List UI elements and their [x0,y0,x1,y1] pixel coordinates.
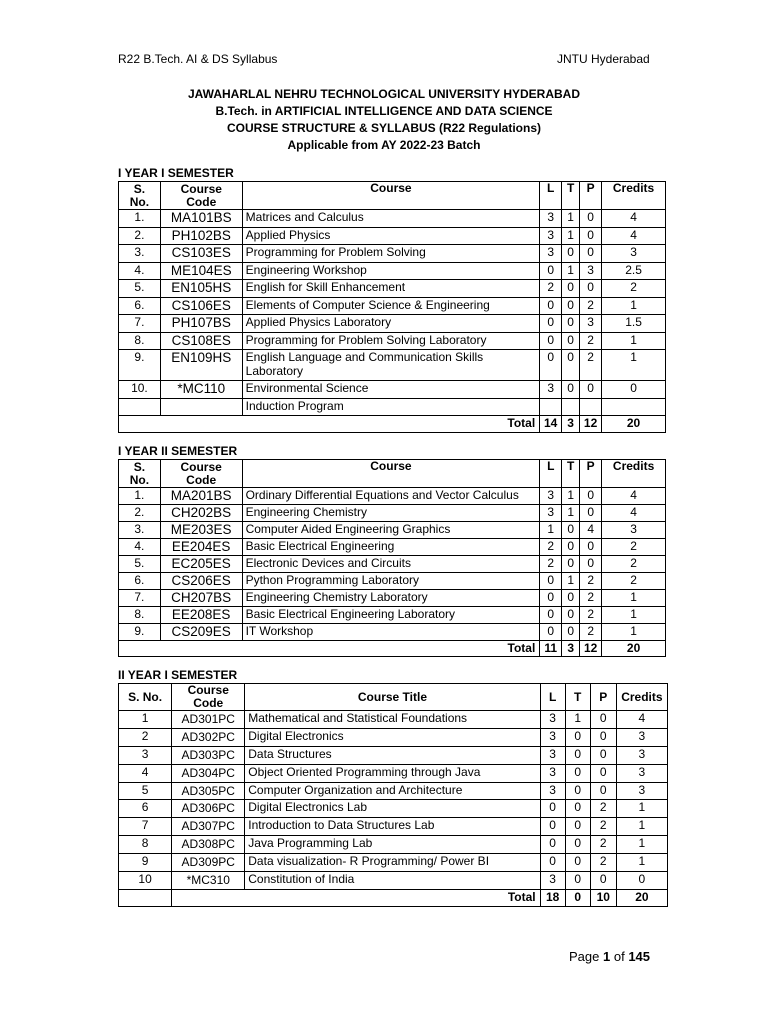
total-row [119,415,666,432]
row-course-code: AD305PC [172,782,245,800]
table-row [119,210,666,228]
row-l: 3 [540,746,565,764]
row-course-name: Programming for Problem Solving Laboratory [242,332,540,350]
row-p: 0 [580,280,602,298]
row-t: 1 [562,210,580,228]
table-row [119,262,666,280]
col-p: P [580,460,602,488]
table-row [119,818,668,836]
row-p: 0 [590,746,616,764]
total-t: 0 [565,889,590,906]
row-l: 0 [540,854,565,872]
row-t: 1 [562,262,580,280]
row-credits: 2 [602,556,666,573]
row-course-name: Matrices and Calculus [242,210,540,228]
total-label: Total [119,415,540,432]
row-course-code: CS108ES [160,332,242,350]
table-row [119,711,668,729]
row-credits: 3 [616,746,667,764]
row-p: 0 [590,728,616,746]
table-row [119,522,666,539]
table-row [119,488,666,505]
row-t: 0 [565,836,590,854]
total-p: 12 [580,415,602,432]
col-credits: Credits [602,182,666,210]
row-credits: 3 [616,782,667,800]
program-name: B.Tech. in ARTIFICIAL INTELLIGENCE AND DATA SCIENCE [215,104,553,118]
row-t: 1 [562,227,580,245]
row-p: 0 [590,782,616,800]
row-course-code: EE204ES [160,539,242,556]
row-course-name: Applied Physics Laboratory [242,315,540,333]
row-sno: 10 [119,872,172,890]
sem1-heading: I YEAR I SEMESTER [118,166,234,180]
col-course: Course [242,182,540,210]
row-sno: 10. [119,381,161,399]
row-credits: 4 [616,711,667,729]
row-course-code: EN109HS [160,350,242,381]
row-l: 2 [540,556,562,573]
col-t: T [565,684,590,711]
row-course-name: Constitution of India [245,872,540,890]
row-sno: 7 [119,818,172,836]
row-credits: 1 [616,818,667,836]
total-label: Total [172,889,540,906]
col-l: L [540,460,562,488]
row-t: 0 [565,818,590,836]
row-course-code: *MC110 [160,381,242,399]
row-sno: 5 [119,782,172,800]
row-sno: 7. [119,315,161,333]
col-code: Course Code [160,182,242,210]
row-course-code: AD308PC [172,836,245,854]
sem2-course-table [118,459,666,657]
row-course-name: IT Workshop [242,624,540,641]
total-label: Total [119,641,540,657]
row-l: 0 [540,590,562,607]
row-sno: 2 [119,728,172,746]
row-course-name: Basic Electrical Engineering [242,539,540,556]
row-t: 0 [562,590,580,607]
row-sno: 3. [119,522,161,539]
row-t: 0 [562,350,580,381]
row-sno: 1. [119,210,161,228]
row-course-name: Python Programming Laboratory [242,573,540,590]
row-l: 3 [540,381,562,399]
row-credits: 1 [616,854,667,872]
row-l: 0 [540,262,562,280]
row-sno: 4. [119,539,161,556]
row-l: 3 [540,872,565,890]
row-course-name: Object Oriented Programming through Java [245,764,540,782]
row-credits: 3 [602,245,666,263]
row-p: 2 [580,350,602,381]
row-l: 0 [540,573,562,590]
row-p: 3 [580,262,602,280]
row-credits: 2 [602,573,666,590]
row-course-code: AD302PC [172,728,245,746]
row-sno: 3 [119,746,172,764]
row-course-name: Data Structures [245,746,540,764]
row-l: 0 [540,315,562,333]
row-p: 0 [590,764,616,782]
col-code: Course Code [172,684,245,711]
row-t: 0 [565,854,590,872]
row-course-name: Digital Electronics [245,728,540,746]
row-course-name: Engineering Workshop [242,262,540,280]
table-row [119,381,666,399]
row-t: 0 [562,315,580,333]
row-p: 0 [580,245,602,263]
row-p: 2 [590,836,616,854]
row-p: 0 [580,381,602,399]
row-l: 3 [540,764,565,782]
row-p: 2 [580,332,602,350]
sem1-course-table [118,181,666,433]
row-credits: 1 [602,607,666,624]
row-p: 2 [590,818,616,836]
row-p: 0 [580,556,602,573]
row-course-name: Computer Organization and Architecture [245,782,540,800]
col-sno: S. No. [119,460,161,488]
university-name: JAWAHARLAL NEHRU TECHNOLOGICAL UNIVERSITY HYDERABAD [187,87,581,101]
row-course-name: Computer Aided Engineering Graphics [242,522,540,539]
row-sno: 1 [119,711,172,729]
row-l: 3 [540,227,562,245]
row-p: 0 [580,210,602,228]
row-sno: 4 [119,764,172,782]
row-t: 0 [565,800,590,818]
row-course-code: CS206ES [160,573,242,590]
total-l: 14 [540,415,562,432]
row-course-name: Basic Electrical Engineering Laboratory [242,607,540,624]
table-row [119,315,666,333]
row-credits: 4 [602,210,666,228]
row-course-code: AD309PC [172,854,245,872]
row-sno: 7. [119,590,161,607]
row-course-name-line1: English Language and Communication Skills [245,350,484,364]
row-p: 0 [580,505,602,522]
row-sno: 6 [119,800,172,818]
row-course-code: AD306PC [172,800,245,818]
row-credits: 4 [602,505,666,522]
row-course-code: CS103ES [160,245,242,263]
row-l: 0 [540,297,562,315]
row-credits: 2.5 [602,262,666,280]
row-credits: 2 [602,539,666,556]
row-course-code: *MC310 [172,872,245,890]
table-header-row [119,684,668,711]
row-l: 1 [540,522,562,539]
col-l: L [540,182,562,210]
table-row [119,854,668,872]
row-t: 0 [562,245,580,263]
col-l: L [540,684,565,711]
row-course-name: Engineering Chemistry Laboratory [242,590,540,607]
table-row [119,332,666,350]
table-row [119,227,666,245]
row-course-name: Mathematical and Statistical Foundations [245,711,540,729]
row-sno: 8 [119,836,172,854]
row-course-name: Ordinary Differential Equations and Vector Calculus [242,488,540,505]
applicability-line: Applicable from AY 2022-23 Batch [287,138,481,152]
row-l: 3 [540,505,562,522]
row-t: 0 [565,872,590,890]
col-course: Course [242,460,540,488]
total-t: 3 [562,641,580,657]
running-header-left: R22 B.Tech. AI & DS Syllabus [118,52,278,66]
col-code: Course Code [160,460,242,488]
row-p: 2 [580,590,602,607]
running-header-right: JNTU Hyderabad [557,52,650,66]
row-course-name: Applied Physics [242,227,540,245]
row-t: 0 [562,280,580,298]
row-l: 3 [540,245,562,263]
row-course-code: PH102BS [160,227,242,245]
row-t: 0 [562,607,580,624]
row-l: 0 [540,350,562,381]
row-course-code: CS106ES [160,297,242,315]
row-course-code: PH107BS [160,315,242,333]
table-header-row [119,460,666,488]
row-sno: 3. [119,245,161,263]
row-t: 0 [565,764,590,782]
table-row [119,297,666,315]
row-p: 4 [580,522,602,539]
col-t: T [562,182,580,210]
row-l: 0 [540,624,562,641]
row-p: 2 [590,854,616,872]
row-credits: 3 [616,764,667,782]
row-course-name: Environmental Science [242,381,540,399]
row-course-code: CS209ES [160,624,242,641]
table-row [119,245,666,263]
row-credits: 0 [602,381,666,399]
row-t: 0 [565,728,590,746]
col-credits: Credits [616,684,667,711]
col-p: P [590,684,616,711]
row-sno: 4. [119,262,161,280]
total-row [119,641,666,657]
row-course-code: EE208ES [160,607,242,624]
table-header-row [119,182,666,210]
row-course-code: AD307PC [172,818,245,836]
row-sno: 6. [119,573,161,590]
row-t: 0 [562,332,580,350]
table-row [119,505,666,522]
row-p: 0 [590,872,616,890]
row-t: 0 [562,297,580,315]
total-credits: 20 [602,415,666,432]
row-l: 3 [540,210,562,228]
row-course-code: ME104ES [160,262,242,280]
sem2-heading: I YEAR II SEMESTER [118,444,238,458]
row-credits: 1.5 [602,315,666,333]
table-row [119,539,666,556]
table-row [119,573,666,590]
row-t: 1 [562,573,580,590]
total-l: 18 [540,889,565,906]
row-course-code: MA201BS [160,488,242,505]
row-p: 2 [580,297,602,315]
row-sno: 8. [119,607,161,624]
table-row [119,836,668,854]
row-p: 2 [580,573,602,590]
row-sno: 6. [119,297,161,315]
row-l: 2 [540,539,562,556]
row-l: 3 [540,488,562,505]
row-credits: 1 [602,297,666,315]
row-credits: 1 [616,800,667,818]
table-row [119,590,666,607]
row-t: 0 [562,522,580,539]
row-p: 2 [580,607,602,624]
total-credits: 20 [602,641,666,657]
row-course-name: Electronic Devices and Circuits [242,556,540,573]
total-l: 11 [540,641,562,657]
row-t: 0 [565,782,590,800]
row-credits: 1 [602,624,666,641]
row-t: 0 [565,746,590,764]
sem3-heading: II YEAR I SEMESTER [118,668,238,682]
row-credits: 1 [602,350,666,381]
row-course-code: AD304PC [172,764,245,782]
table-row [119,872,668,890]
row-credits: 1 [602,590,666,607]
row-credits: 3 [616,728,667,746]
row-course-code: EN105HS [160,280,242,298]
row-p: 0 [580,488,602,505]
row-course-code: EC205ES [160,556,242,573]
row-p: 2 [580,624,602,641]
table-row [119,800,668,818]
row-course-name: Java Programming Lab [245,836,540,854]
total-row [119,889,668,906]
row-sno: 8. [119,332,161,350]
col-p: P [580,182,602,210]
table-row [119,280,666,298]
row-course-name: Programming for Problem Solving [242,245,540,263]
col-t: T [562,460,580,488]
table-row [119,556,666,573]
table-row [119,728,668,746]
row-p: 2 [590,800,616,818]
page-number: Page 1 of 145 [569,949,651,964]
row-credits: 3 [602,522,666,539]
row-course-code: MA101BS [160,210,242,228]
row-course-name: Engineering Chemistry [242,505,540,522]
row-credits: 1 [602,332,666,350]
table-row [119,607,666,624]
document-title-block [0,86,768,154]
total-p: 12 [580,641,602,657]
row-course-code: ME203ES [160,522,242,539]
row-t: 1 [565,711,590,729]
sem3-course-table [118,683,668,907]
row-sno: 9 [119,854,172,872]
row-course-name: English for Skill Enhancement [242,280,540,298]
row-credits: 0 [616,872,667,890]
table-row [119,782,668,800]
extra-row [119,398,666,415]
row-p: 0 [590,711,616,729]
total-credits: 20 [616,889,667,906]
total-p: 10 [590,889,616,906]
row-course-code: AD303PC [172,746,245,764]
row-sno: 9. [119,350,161,381]
row-sno: 9. [119,624,161,641]
row-sno: 1. [119,488,161,505]
row-t: 0 [562,556,580,573]
col-sno: S. No. [119,182,161,210]
row-course-name: Digital Electronics Lab [245,800,540,818]
row-l: 3 [540,711,565,729]
table-row [119,624,666,641]
row-course-name: Data visualization- R Programming/ Power BI [245,854,540,872]
row-l: 0 [540,818,565,836]
col-sno: S. No. [119,684,172,711]
row-credits: 4 [602,488,666,505]
row-l: 0 [540,836,565,854]
row-l: 2 [540,280,562,298]
table-row [119,350,666,381]
row-t: 1 [562,488,580,505]
row-credits: 1 [616,836,667,854]
table-row [119,764,668,782]
col-credits: Credits [602,460,666,488]
total-t: 3 [562,415,580,432]
syllabus-title: COURSE STRUCTURE & SYLLABUS (R22 Regulations) [226,121,542,135]
row-t: 0 [562,381,580,399]
row-course-name: Elements of Computer Science & Engineering [242,297,540,315]
row-l: 0 [540,607,562,624]
row-course-name [242,350,540,381]
row-credits: 4 [602,227,666,245]
row-course-name-line2: Laboratory [245,364,304,378]
row-l: 3 [540,728,565,746]
row-t: 0 [562,539,580,556]
row-p: 0 [580,227,602,245]
induction-program: Induction Program [242,398,540,415]
row-t: 1 [562,505,580,522]
row-course-name: Introduction to Data Structures Lab [245,818,540,836]
row-course-code: AD301PC [172,711,245,729]
row-sno: 5. [119,280,161,298]
row-l: 0 [540,332,562,350]
row-credits: 2 [602,280,666,298]
row-t: 0 [562,624,580,641]
row-sno: 2. [119,227,161,245]
row-p: 0 [580,539,602,556]
row-l: 0 [540,800,565,818]
row-l: 3 [540,782,565,800]
col-course: Course Title [245,684,540,711]
row-p: 3 [580,315,602,333]
row-sno: 2. [119,505,161,522]
row-sno: 5. [119,556,161,573]
row-course-code: CH202BS [160,505,242,522]
row-course-code: CH207BS [160,590,242,607]
table-row [119,746,668,764]
